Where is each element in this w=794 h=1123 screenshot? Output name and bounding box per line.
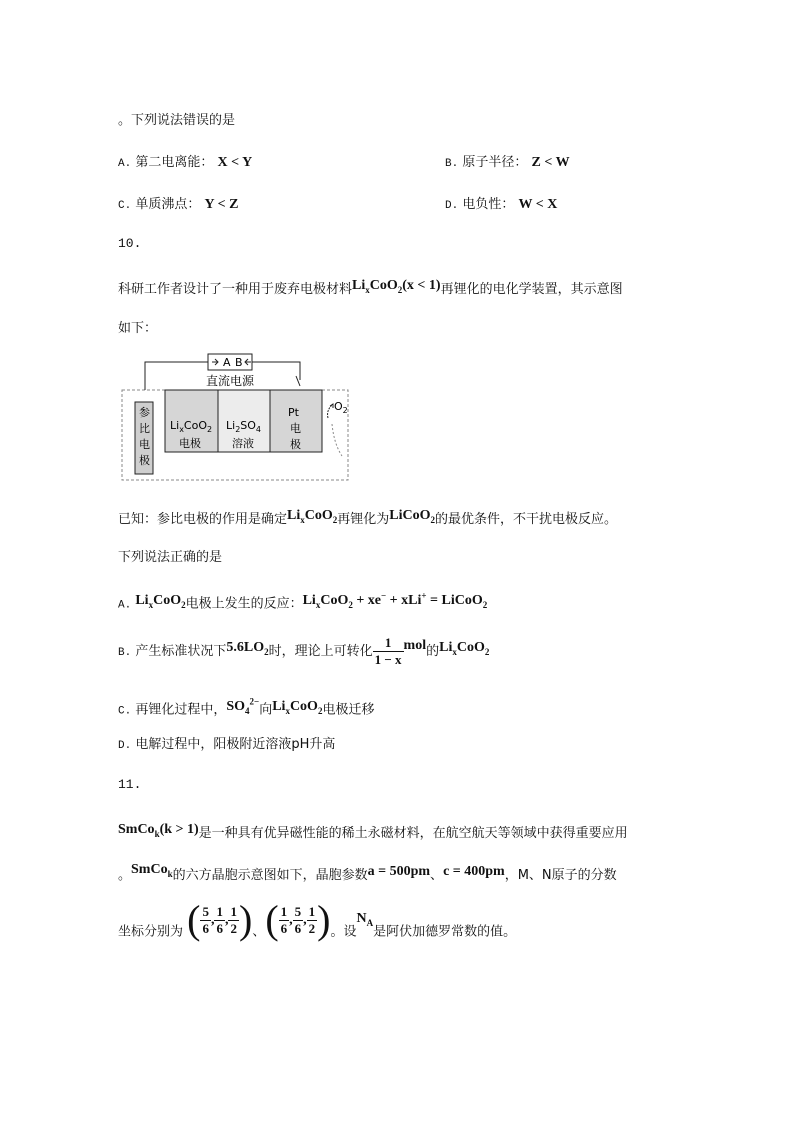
licoo2-electrode-label: 电极 — [179, 437, 201, 450]
q9-option-a[interactable]: A. 第二电离能： X < Y — [118, 155, 253, 170]
svg-text:Li2SO4: $Li_2SO_4$ — [226, 419, 262, 434]
q11-stem-line1: SmCo$_k$(k > 1)是一种具有优异磁性能的稀土永磁材料，在航空航天等领域中获得重要应用 — [118, 822, 628, 841]
q10-option-b[interactable]: B. 产生标准状况下$5.6LO_2$时，理论上可转化 $\frac{1}{1 - x}$ mol的$Li_xCoO_2$ — [118, 635, 490, 667]
q10-prompt: 下列说法正确的是 — [118, 550, 223, 565]
q9-stem-tail: 。下列说法错误的是 — [118, 113, 236, 128]
q10-number: 10. — [118, 236, 142, 251]
q10-known: 已知：参比电极的作用是确定$Li_xCoO_2$再锂化为LiCoO$_2$的最优条件，不干扰电极反应。 — [118, 508, 618, 527]
q11-number: 11. — [118, 777, 142, 792]
q9-option-c[interactable]: C. 单质沸点： Y < Z — [118, 197, 239, 212]
ref-electrode-char-4: 极 — [139, 454, 150, 467]
oxygen-label: $O_2$ — [334, 400, 348, 415]
q9-option-d[interactable]: D. 电负性： W < X — [445, 197, 558, 212]
q10-option-c[interactable]: C. 再锂化过程中，$SO_4^{2-}$向$Li_xCoO_2$电极迁移 — [118, 696, 375, 718]
svg-text:LixCoO2: $Li_xCoO_2$ — [170, 419, 213, 434]
pt-electrode-char-1: 电 — [290, 422, 301, 435]
q10-option-a[interactable]: A. $Li_xCoO_2$电极上发生的反应：$Li_xCoO_2 + xe^- + xLi^+$ = LiCoO$_2$ — [118, 590, 488, 612]
dc-power-label: 直流电源 — [206, 374, 255, 388]
power-terminal-b: B — [235, 356, 243, 369]
q9-option-b[interactable]: B. 原子半径： Z < W — [445, 155, 570, 170]
ref-electrode-char-2: 比 — [139, 422, 150, 435]
q10-stem: 科研工作者设计了一种用于废弃电极材料$Li_xCoO_2(x < 1)$再锂化的电化学装置，其示意图 — [118, 278, 623, 297]
pt-electrode-char-2: 极 — [290, 438, 301, 451]
q11-stem-line2: 。SmCo$_k$的六方晶胞示意图如下，晶胞参数a = 500pm、c = 400pm，M、N原子的分数 — [118, 862, 617, 883]
ref-electrode-char-3: 电 — [139, 438, 150, 451]
power-terminal-a: A — [223, 356, 231, 369]
q11-stem-line3: 坐标分别为 ( $\frac{5}{6}$ , $\frac{1}{6}$ , $\frac{1}{2}$ )、( $\frac{1}{6}$ , $\frac{5}{6}$ , $\frac{1}{2}$ )。设$N_A$是阿伏加德罗常数的值。 — [118, 897, 517, 942]
li2so4-solution-label: 溶液 — [232, 437, 254, 450]
q10-stem-c: 如下： — [118, 321, 158, 336]
electrochemical-device-diagram — [120, 352, 354, 484]
pt-electrode-pt: Pt — [288, 406, 299, 419]
q10-option-d[interactable]: D. 电解过程中，阳极附近溶液pH升高 — [118, 737, 336, 752]
ref-electrode-char-1: 参 — [139, 406, 150, 419]
